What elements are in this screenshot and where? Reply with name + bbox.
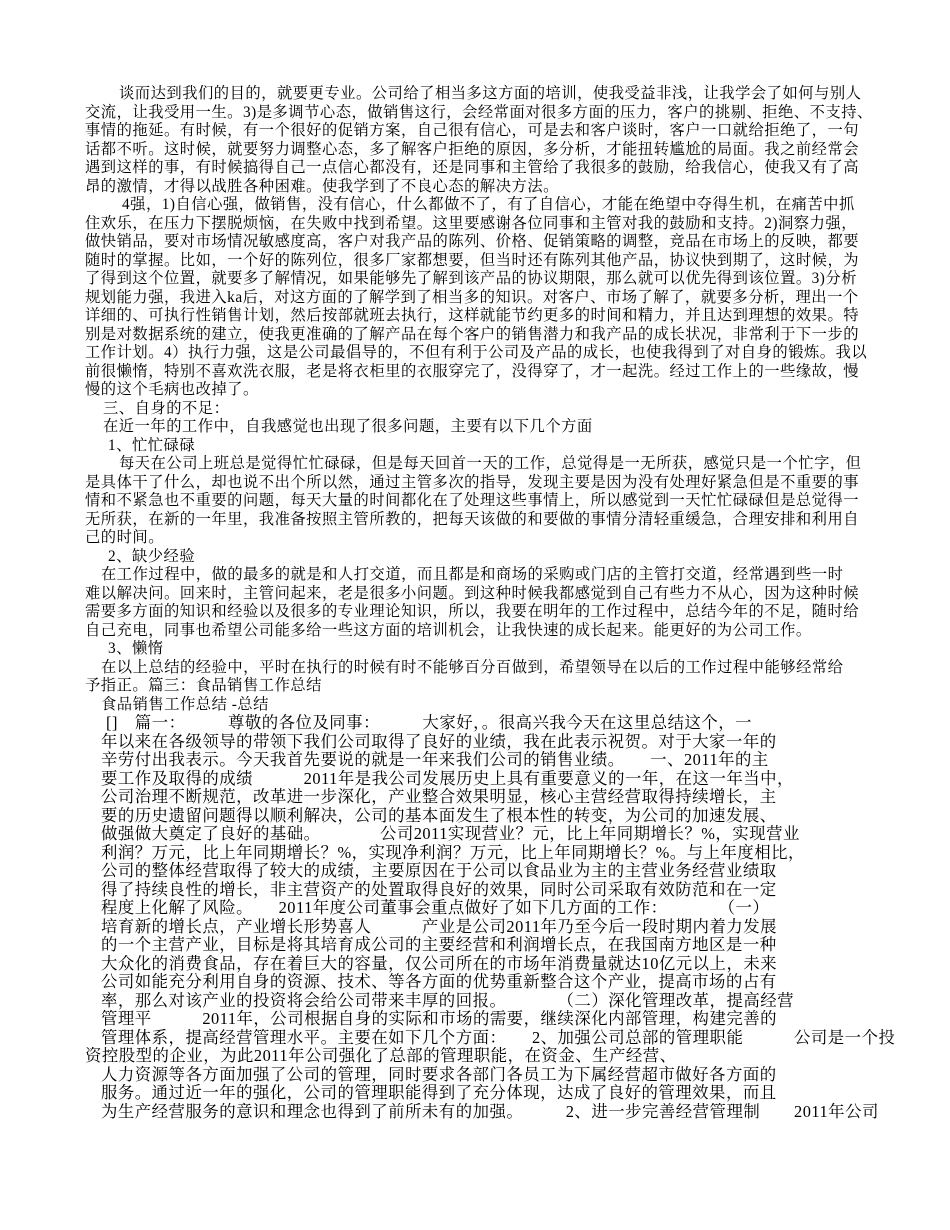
text-line: 服务。通过近一年的强化，公司的管理职能得到了充分体现，达成了良好的管理效果，而且 xyxy=(101,1083,777,1102)
text-line: 前很懒惰，特别不喜欢洗衣服，老是将衣柜里的衣服穿完了，没得穿了，才一起洗。经过工作上的一些缘故，慢 xyxy=(85,362,860,380)
text-line: 4强，1)自信心强，做销售，没有信心，什么都做不了，有了自信心，才能在绝望中夺得生机，在痛苦中抓 xyxy=(122,196,855,213)
text-line: 工作计划。4）执行力强，这是公司最倡导的，不但有利于公司及产品的成长，也使我得到了对自身的锻炼。我以 xyxy=(85,344,868,361)
text-line: 住欢乐，在压力下摆脱烦恼，在失败中找到希望。这里要感谢各位同事和主管对我的鼓励和支持。2)洞察力强， xyxy=(85,214,857,232)
text-line: 管理体系，提高经营管理水平。主要在如下几个方面： 2、加强公司总部的管理职能 公司是一个投 xyxy=(101,1027,896,1047)
text-line: 在近一年的工作中，自我感觉也出现了很多问题，主要有以下几个方面 xyxy=(103,418,593,435)
text-line: 三、自身的不足： xyxy=(103,399,230,417)
text-line: 培育新的增长点，产业增长形势喜人 产业是公司2011年乃至今后一段时期内着力发展 xyxy=(101,916,778,936)
text-line: 随时的掌握。比如，一个好的陈列位，很多厂家都想要，但当时还有陈列其他产品，协议快到期了，这时候，为 xyxy=(85,251,860,269)
text-line: 难以解决问。回来时，主管问起来，老是很多小问题。到这种时候我都感觉到自己有些力不从心，因为这种时候 xyxy=(85,584,860,602)
text-line: 规划能力强，我进入ka后，对这方面的了解学到了相当多的知识。对客户、市场了解了，就要多分析，理出一个 xyxy=(85,288,859,306)
text-line: 食品销售工作总结 -总结 xyxy=(101,695,269,713)
text-line: 要的历史遗留问题得以顺利解决，公司的基本面发生了根本性的转变，为公司的加速发展、 xyxy=(101,805,777,825)
text-line: 做快销品，要对市场情况敏感度高，客户对我产品的陈列、价格、促销策略的调整，竞品在市场上的反映，都要 xyxy=(85,233,860,250)
text-line: 遇到这样的事，有时候搞得自己一点信心都没有，还是同事和主管给了我很多的鼓励，给我信心，使我又有了高 xyxy=(85,159,860,176)
text-line: 详细的、可执行性销售计划，然后按部就班去执行，这样就能节约更多的时间和精力，并且达到理想的效果。特 xyxy=(85,307,860,324)
text-line: 在以上总结的经验中，平时在执行的时候有时不能够百分百做到，希望领导在以后的工作过程中能够经常给 xyxy=(101,658,844,676)
text-line: 1、忙忙碌碌 xyxy=(108,436,196,454)
text-line: 别是对数据系统的建立，使我更准确的了解产品在每个客户的销售潜力和我产品的成长状况，非常利于下一步的 xyxy=(85,325,860,343)
text-line: 话都不听。这时候，就要努力调整心态，多了解客户拒绝的原因，多分析，才能扭转尴尬的局面。我之前经常会 xyxy=(85,140,860,158)
text-line: [] 篇一： 尊敬的各位及同事： 大家好，。很高兴我今天在这里总结这个，一 xyxy=(106,713,753,732)
text-line: 利润？万元，比上年同期增长？%，实现净利润？万元，比上年同期增长？%。与上年度相比， xyxy=(101,842,805,862)
text-line: 了得到这个位置，就要多了解情况，如果能够先了解到该产品的协议期限，那么就可以优先得到该位置。3)分析 xyxy=(85,270,857,287)
text-line: 的一个主营产业，目标是将其培育成公司的主要经营和利润增长点，在我国南方地区是一种 xyxy=(101,935,777,954)
text-line: 要工作及取得的成绩 2011年是我公司发展历史上具有重要意义的一年，在这一年当中， xyxy=(101,768,794,788)
text-line: 得了持续良性的增长，非主营资产的处置取得良好的效果，同时公司采取有效防范和在一定 xyxy=(101,879,777,899)
text-line: 做强做大奠定了良好的基础。 公司2011实现营业？元，比上年同期增长？%，实现营业 xyxy=(101,824,800,843)
text-line: 程度上化解了风险。 2011年度公司董事会重点做好了如下几方面的工作： （一） xyxy=(101,898,770,917)
text-line: 昂的激情，才得以战胜各种困难。使我学到了不良心态的解决方法。 xyxy=(85,177,559,195)
text-line: 公司如能充分利用自身的资源、技术、等各方面的优势重新整合这个产业，提高市场的占有 xyxy=(101,972,777,991)
text-line: 每天在公司上班总是觉得忙忙碌碌，但是每天回首一天的工作，总觉得是一无所获，感觉只是一个忙字，但 xyxy=(119,455,862,472)
text-line: 无所获，在新的一年里，我准备按照主管所教的，把每天该做的和要做的事情分清轻重缓急，合理安排和利用自 xyxy=(85,510,860,528)
text-line: 事情的拖延。有时候，有一个很好的促销方案，自己很有信心，可是去和客户谈时，客户一口就给拒绝了，一句 xyxy=(85,122,860,139)
text-line: 公司治理不断规范，改革进一步深化，产业整合效果明显，核心主营经营取得持续增长，主 xyxy=(101,787,777,806)
text-line: 予指正。篇三：食品销售工作总结 xyxy=(85,677,322,694)
document-text-block xyxy=(85,85,950,1121)
text-line: 谈而达到我们的目的，就要更专业。公司给了相当多这方面的培训，使我受益非浅，让我学会了如何与别人 xyxy=(119,85,862,102)
text-line: 管理平 2011年，公司根据自身的实际和市场的需要，继续深化内部管理，构建完善的 xyxy=(101,1009,778,1028)
text-line: 人力资源等各方面加强了公司的管理，同时要求各部门各员工为下属经营超市做好各方面的 xyxy=(101,1064,777,1084)
text-line: 交流，让我受用一生。3)是多调节心态，做销售这行，会经常面对很多方面的压力，客户的挑剔、拒绝、不支持、 xyxy=(85,103,873,121)
text-line: 公司的整体经营取得了较大的成绩，主要原因在于公司以食品业为主的主营业务经营业绩取 xyxy=(101,861,777,880)
text-line: 大众化的消费食品，存在着巨大的容量，仅公司所在的市场年消费量就达10亿元以上，未来 xyxy=(101,953,778,973)
text-line: 率，那么对该产业的投资将会给公司带来丰厚的回报。 （二）深化管理改革，提高经营 xyxy=(101,990,795,1010)
text-line: 为生产经营服务的意识和理念也得到了前所未有的加强。 2、进一步完善经营管理制 2011年公司 xyxy=(101,1101,879,1121)
text-line: 需要多方面的知识和经验以及很多的专业理论知识，所以，我要在明年的工作过程中，总结今年的不足，随时给 xyxy=(85,603,860,620)
text-line: 情和不紧急也不重要的问题，每天大量的时间都化在了处理这些事情上，所以感觉到一天忙忙碌碌但是总觉得一 xyxy=(85,492,860,509)
text-line: 2、缺少经验 xyxy=(108,547,196,565)
text-line: 自己充电，同事也希望公司能多给一些这方面的培训机会，让我快速的成长起来。能更好的为公司工作。 xyxy=(85,621,812,639)
text-line: 己的时间。 xyxy=(85,529,164,546)
text-line: 在工作过程中，做的最多的就是和人打交道，而且都是和商场的采购或门店的主管打交道，经常遇到些一时 xyxy=(101,566,844,583)
text-line: 资控股型的企业，为此2011年公司强化了总部的管理职能，在资金、生产经营、 xyxy=(85,1046,677,1065)
text-line: 3、懒惰 xyxy=(108,640,164,657)
text-line: 辛劳付出我表示。今天我首先要说的就是一年来我们公司的销售业绩。 一、2011年的主 xyxy=(101,750,769,769)
text-line: 是具体干了什么，却也说不出个所以然，通过主管多次的指导，发现主要是因为没有处理好紧急但是不重要的事 xyxy=(85,473,860,491)
text-line: 年以来在各级领导的带领下我们公司取得了良好的业绩，我在此表示祝贺。对于大家一年的 xyxy=(101,731,777,751)
text-line: 慢的这个毛病也改掉了。 xyxy=(85,381,259,398)
